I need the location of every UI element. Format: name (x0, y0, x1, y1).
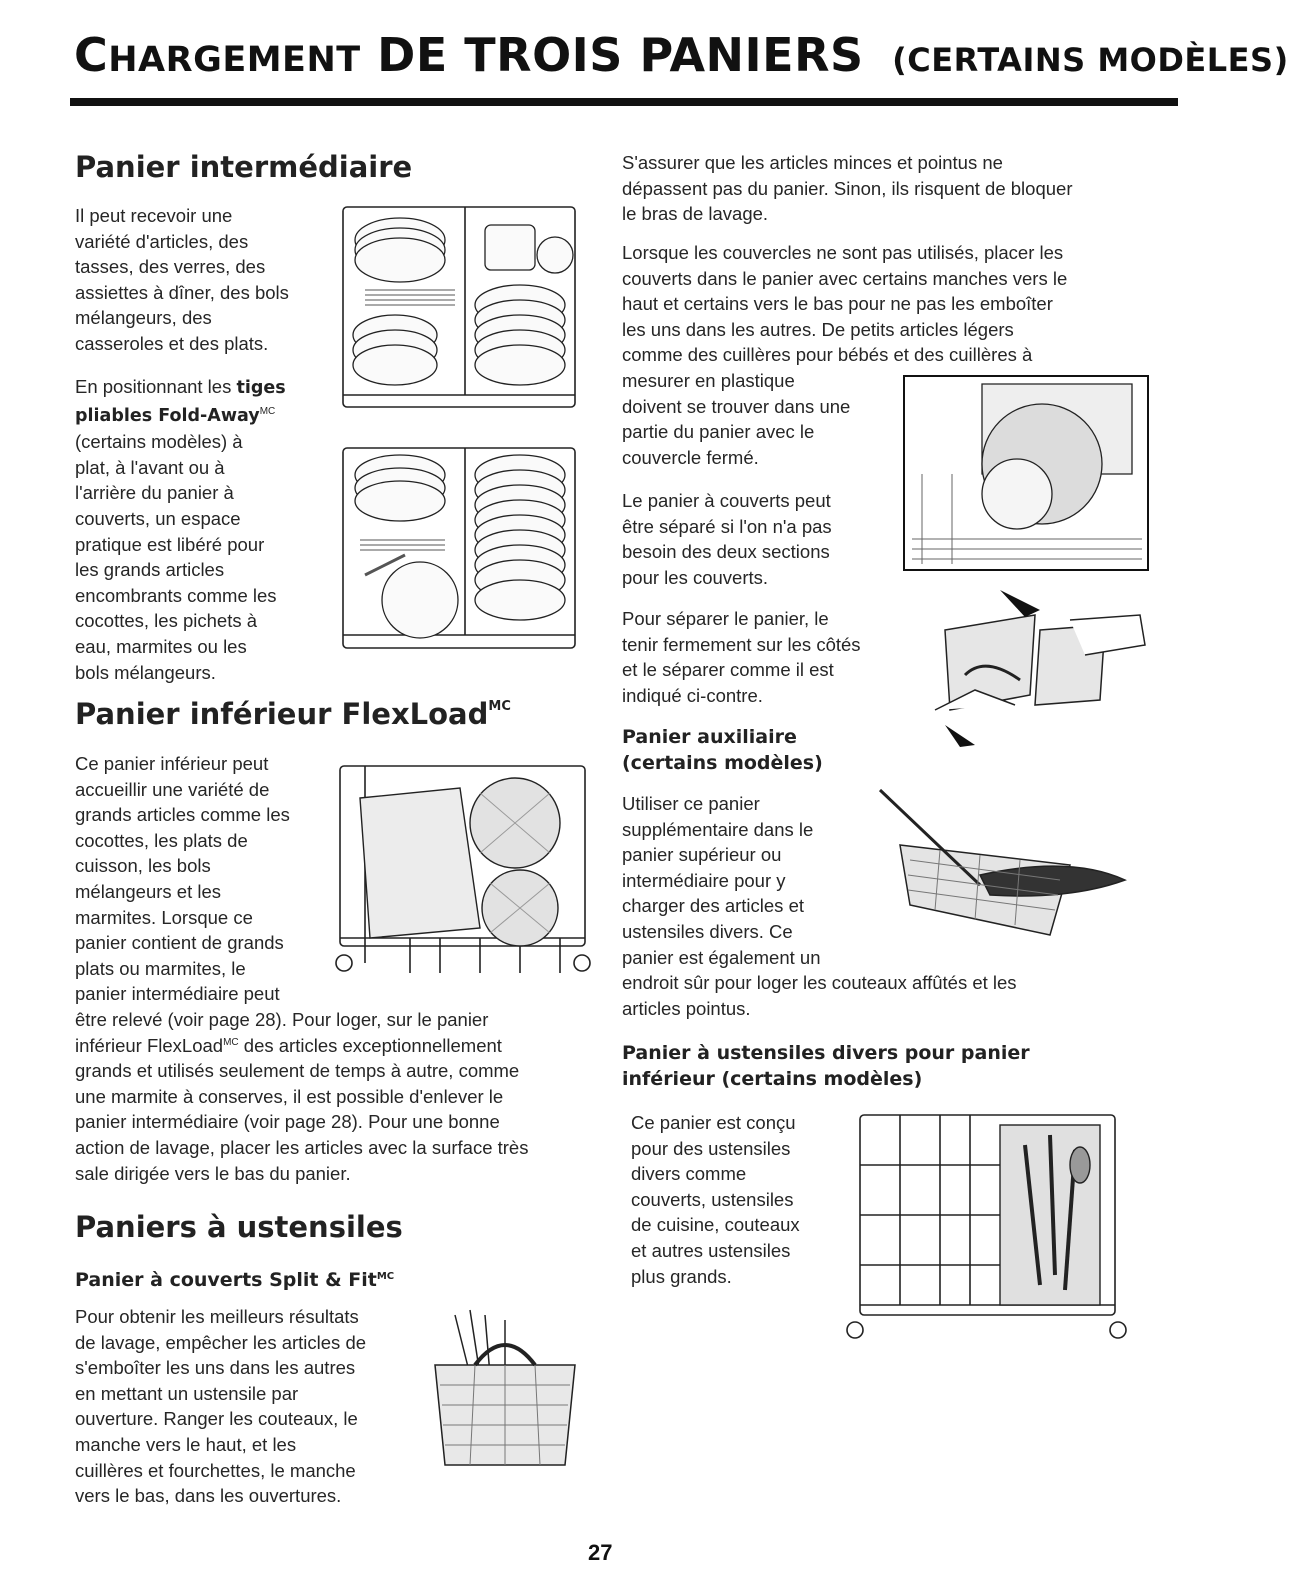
lower-rack-heading (75, 697, 511, 731)
text-line: panier intermédiaire peut (75, 983, 280, 1005)
split-basket-illustration (905, 585, 1155, 750)
middle-rack-plates-illustration (335, 195, 585, 425)
text-line: panier intermédiaire (voir page 28). Pour une bonne (75, 1111, 500, 1133)
text-line: endroit sûr pour loger les couteaux affûtés et les (622, 972, 1017, 993)
text-line: mélangeurs et les (75, 880, 222, 902)
title-initial: C (74, 28, 109, 82)
text-run: inférieur FlexLoad (75, 1034, 224, 1056)
text-line: mélangeurs, des (75, 307, 212, 329)
text-line: cocottes, les pichets à (75, 610, 258, 632)
subheading-text: Panier à couverts Split & Fit (75, 1269, 377, 1291)
misc-basket-text (631, 1110, 846, 1289)
text-line: ouverture. Ranger les couteaux, le (75, 1408, 358, 1430)
title-qualifier: (CERTAINS MODÈLES) (892, 41, 1289, 79)
text-line: tenir fermement sur les côtés (622, 633, 861, 655)
text-line: besoin des deux sections (622, 541, 830, 563)
text-line: les uns dans les autres. De petits articles légers (622, 318, 1014, 340)
bold-term: tiges (236, 378, 286, 398)
text-line: bols mélangeurs. (75, 661, 216, 683)
aux-basket-text-narrow (622, 791, 882, 970)
text-line (75, 402, 345, 430)
text-line: charger des articles et (622, 895, 805, 917)
text-line: plat, à l'avant ou à (75, 456, 225, 478)
misc-utensil-basket-illustration (840, 1105, 1135, 1345)
text-line: dépassent pas du panier. Sinon, ils risquent de bloquer (622, 177, 1073, 199)
middle-rack-text-2 (75, 374, 345, 685)
text-line: manche vers le haut, et les (75, 1433, 297, 1455)
heading-line: Panier auxiliaire (622, 726, 797, 748)
text-line: indiqué ci-contre. (622, 684, 763, 706)
text-line: supplémentaire dans le (622, 818, 814, 840)
text-line: eau, marmites ou les (75, 635, 247, 657)
text-line: les grands articles (75, 559, 225, 581)
text-line: couvercle fermé. (622, 446, 759, 468)
text-line: encombrants comme les (75, 584, 277, 606)
text-line: (certains modèles) à (75, 431, 243, 453)
text-line: doivent se trouver dans une (622, 395, 851, 417)
text-line: en mettant un ustensile par (75, 1382, 299, 1404)
text-line: de lavage, empêcher les articles de (75, 1331, 367, 1353)
heading-text: Panier inférieur FlexLoad (75, 697, 489, 731)
text-line: Pour obtenir les meilleurs résultats (75, 1306, 359, 1327)
trademark-sup: MC (223, 1036, 239, 1048)
split-fit-subheading (75, 1267, 394, 1293)
silverware-basket-illustration (415, 1305, 595, 1485)
trademark-sup: MC (488, 699, 511, 714)
text-line: Pour séparer le panier, le (622, 608, 829, 629)
text-line: couverts, un espace (75, 507, 241, 529)
text-line: Utiliser ce panier (622, 793, 760, 814)
text-line: S'assurer que les articles minces et pointus ne (622, 152, 1003, 173)
text-line: cocottes, les plats de (75, 829, 248, 851)
text-line: assiettes à dîner, des bols (75, 281, 289, 303)
text-line: plats ou marmites, le (75, 957, 246, 979)
title-word-4: PANIERS (639, 28, 864, 82)
text-line: être relevé (voir page 28). Pour loger, sur le panier (75, 1009, 489, 1030)
heading-line: Panier à ustensiles divers pour panier (622, 1042, 1030, 1064)
text-line: Ce panier est conçu (631, 1112, 796, 1133)
split-fit-text (75, 1304, 420, 1509)
page-title (74, 28, 1289, 82)
text-line: partie du panier avec le (622, 421, 815, 443)
text-line: être séparé si l'on n'a pas (622, 515, 832, 537)
text-run: En positionnant les (75, 376, 237, 397)
text-line: pratique est libéré pour (75, 533, 265, 555)
text-run: des articles exceptionnellement (238, 1034, 502, 1056)
text-line: grands articles comme les (75, 804, 290, 826)
text-line: pour des ustensiles (631, 1137, 791, 1159)
text-line: mesurer en plastique (622, 369, 795, 391)
lower-rack-illustration (330, 758, 595, 983)
text-line: panier contient de grands (75, 932, 284, 954)
aux-basket-text-wide (622, 970, 1152, 1021)
text-line: et autres ustensiles (631, 1239, 791, 1261)
text-line: et le séparer comme il est (622, 659, 834, 681)
title-word-1: HARGEMENT (108, 40, 361, 80)
middle-rack-text-1 (75, 203, 345, 357)
text-line: couverts, ustensiles (631, 1188, 794, 1210)
lower-rack-text-narrow (75, 751, 330, 1007)
title-word-2: DE (377, 28, 448, 82)
text-line: intermédiaire pour y (622, 869, 786, 891)
text-line: plus grands. (631, 1265, 732, 1287)
text-line: une marmite à conserves, il est possible d'enlever le (75, 1085, 504, 1107)
text-line: Lorsque les couvercles ne sont pas utilisés, placer les (622, 242, 1064, 263)
covered-basket-illustration (902, 374, 1152, 574)
middle-rack-heading: Panier intermédiaire (75, 150, 413, 184)
text-line (75, 1033, 595, 1059)
separate-text-2 (622, 606, 907, 708)
heading-line: inférieur (certains modèles) (622, 1068, 923, 1090)
text-line: Il peut recevoir une (75, 205, 233, 226)
text-line: action de lavage, placer les articles avec la surface très (75, 1136, 529, 1158)
text-line: haut et certains vers le bas pour ne pas les emboîter (622, 293, 1053, 315)
text-line: accueillir une variété de (75, 778, 270, 800)
silverware-heading: Paniers à ustensiles (75, 1210, 403, 1244)
text-line: l'arrière du panier à (75, 482, 234, 504)
text-line: s'emboîter les uns dans les autres (75, 1357, 356, 1379)
text-line: de cuisine, couteaux (631, 1214, 800, 1236)
trademark-sup: MC (376, 1271, 395, 1282)
text-line: pour les couverts. (622, 566, 769, 588)
trademark-sup: MC (259, 405, 276, 417)
text-line: articles pointus. (622, 997, 751, 1019)
text-line: marmites. Lorsque ce (75, 906, 253, 928)
text-line: casseroles et des plats. (75, 332, 269, 354)
text-line: panier est également un (622, 946, 821, 968)
text-line: ustensiles divers. Ce (622, 920, 793, 942)
text-line: Ce panier inférieur peut (75, 753, 269, 774)
right-intro-text (622, 150, 1152, 227)
middle-rack-fold-away-illustration (335, 440, 585, 665)
text-line: variété d'articles, des (75, 230, 249, 252)
text-line: comme des cuillères pour bébés et des cuillères à (622, 344, 1033, 366)
text-line: panier supérieur ou (622, 844, 782, 866)
title-word-3: TROIS (464, 28, 623, 82)
misc-basket-heading (622, 1040, 1162, 1092)
aux-basket-illustration (870, 785, 1135, 960)
lower-rack-text-wide (75, 1007, 595, 1186)
text-line: Le panier à couverts peut (622, 490, 831, 511)
text-line: cuillères et fourchettes, le manche (75, 1459, 356, 1481)
text-line: vers le bas, dans les ouvertures. (75, 1485, 342, 1507)
text-line: grands et utilisés seulement de temps à autre, comme (75, 1060, 520, 1082)
title-rule (70, 98, 1178, 106)
text-line: sale dirigée vers le bas du panier. (75, 1162, 351, 1184)
text-line: tasses, des verres, des (75, 256, 266, 278)
text-line: divers comme (631, 1163, 747, 1185)
text-line: couverts dans le panier avec certains manches vers le (622, 267, 1068, 289)
aux-basket-heading (622, 724, 823, 776)
text-line (75, 374, 345, 402)
text-line: le bras de lavage. (622, 203, 769, 225)
page-number: 27 (588, 1540, 613, 1565)
bold-term: pliables Fold-Away (75, 405, 260, 426)
heading-line: (certains modèles) (622, 752, 823, 774)
separate-text-1 (622, 488, 902, 590)
text-line: cuisson, les bols (75, 855, 211, 877)
